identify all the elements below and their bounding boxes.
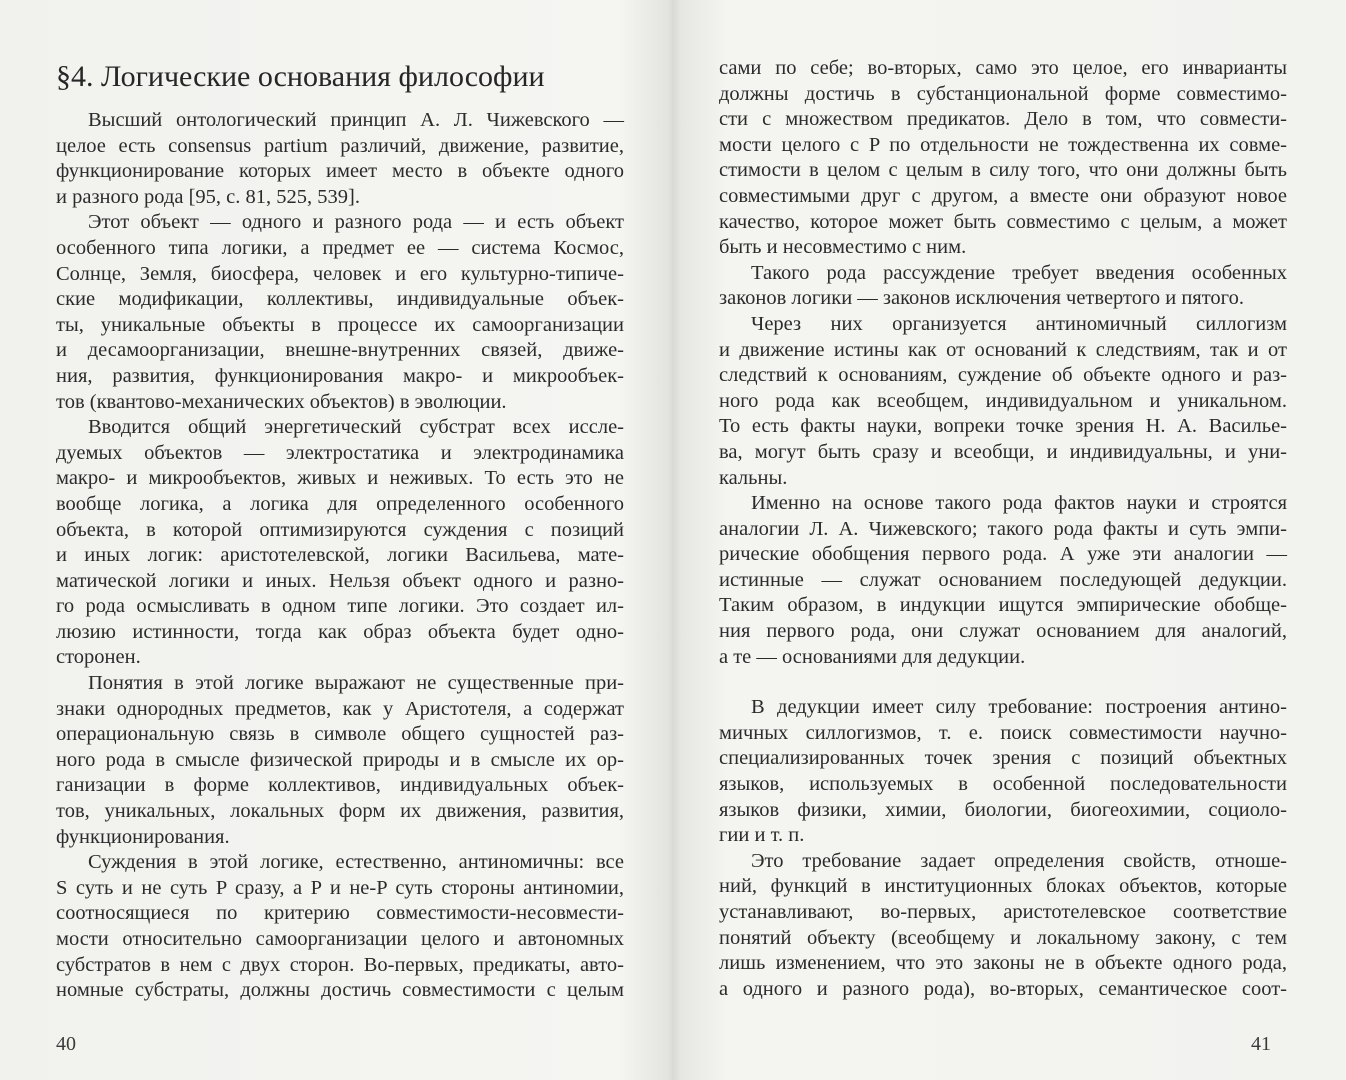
text-line: а одного и разного рода), во-вторых, семантическое соот-: [719, 977, 1287, 1000]
text-line: Именно на основе такого рода фактов науки и строятся: [751, 492, 1287, 515]
paragraph: [719, 695, 1287, 849]
text-line: объекта, в которой оптимизируются суждения с позиций: [56, 518, 624, 541]
text-line: тов, уникальных, локальных форм их движения, развития,: [56, 800, 624, 823]
text-line: мости целого с P по отдельности не тождественна их совме-: [719, 133, 1287, 156]
text-line: ганизации в форме коллективов, индивидуальных объек-: [56, 774, 624, 797]
text-line: Суждения в этой логике, естественно, антиномичны: все: [88, 851, 624, 874]
text-line: Этот объект — одного и разного рода — и есть объект: [88, 211, 624, 234]
text-line: Понятия в этой логике выражают не существенные при-: [88, 672, 624, 695]
text-line: специализированных точек зрения с позиций объектных: [719, 747, 1287, 770]
text-line: го рода осмысливать в одном типе логики. Это создает ил-: [56, 595, 624, 618]
text-line: особенного типа логики, а предмет ее — система Космос,: [56, 236, 624, 259]
text-line: лишь изменением, что это законы не в объекте одного рода,: [719, 952, 1287, 975]
text-line: дуемых объектов — электростатика и электродинамика: [56, 441, 624, 464]
text-line: следствий к основаниям, суждение об объекте одного и раз-: [719, 364, 1287, 387]
text-line: и иных логик: аристотелевской, логики Васильева, мате-: [56, 544, 624, 567]
text-line: ния первого рода, они служат основанием для аналогий,: [719, 620, 1287, 643]
text-line: ний, функций в институционных блоках объектов, которые: [719, 875, 1287, 898]
text-line: сти с множеством предикатов. Дело в том, что совмести-: [719, 108, 1287, 131]
text-line: гии и т. п.: [719, 824, 805, 847]
text-line: аналогии Л. А. Чижевского; такого рода факты и суть эмпи-: [719, 517, 1287, 540]
text-line: Такого рода рассуждение требует введения особенных: [751, 261, 1287, 284]
text-line: стимости в целом с целым в силу того, что они должны быть: [719, 159, 1287, 182]
paragraph: [56, 850, 624, 1004]
text-line: качество, которое может быть совместимо с целым, а может: [719, 210, 1287, 233]
text-line: истинные — служат основанием последующей дедукции.: [719, 568, 1287, 591]
paragraph: [56, 108, 624, 210]
text-line: Вводится общий энергетический субстрат всех иссле-: [88, 416, 624, 439]
text-line: тов (квантово-механических объектов) в эволюции.: [56, 390, 507, 413]
left-text-block: [56, 58, 624, 1004]
text-line: сторонен.: [56, 646, 141, 669]
text-line: языков, используемых в особенной последовательности: [719, 773, 1287, 796]
page-number: 40: [56, 1033, 76, 1055]
text-line: законов логики — законов исключения четвертого и пятого.: [719, 287, 1244, 310]
text-line: понятий объекту (всеобщему и локальному закону, с тем: [719, 926, 1287, 949]
text-line: знаки однородных предметов, как у Аристотеля, а содержат: [56, 697, 624, 720]
text-line: То есть факты науки, вопреки точке зрения Н. А. Василье-: [719, 415, 1287, 438]
right-text-block: [719, 56, 1287, 1002]
text-line: устанавливают, во-первых, аристотелевское соответствие: [719, 901, 1287, 923]
text-line: люзию истинности, тогда как образ объекта будет одно-: [56, 620, 624, 643]
text-line: ва, могут быть сразу и всеобщи, и индивидуальны, и уни-: [719, 440, 1287, 463]
text-line: матической логики и иных. Нельзя объект одного и разно-: [56, 569, 624, 592]
text-line: Солнце, Земля, биосфера, человек и его культурно-типиче-: [56, 262, 624, 285]
text-line: функционирование которых имеет место в объекте одного: [56, 160, 624, 183]
text-line: операциональную связь в символе общего сущностей раз-: [56, 723, 624, 746]
text-line: S суть и не суть P сразу, а P и не-P суть стороны антиномии,: [56, 876, 624, 899]
text-line: должны достичь в субстанциональной форме совместимо-: [719, 82, 1287, 105]
right-page: [673, 0, 1346, 1080]
text-line: кальны.: [719, 466, 788, 489]
text-line: функционирования.: [56, 825, 230, 848]
paragraph: [719, 312, 1287, 491]
text-line: ного рода в смысле физической природы и в смысле их ор-: [56, 748, 624, 771]
text-line: языков физики, химии, биологии, биогеохимии, социоло-: [719, 798, 1287, 821]
text-line: целое есть consensus partium различий, движение, развитие,: [56, 134, 624, 157]
text-line: номные субстраты, должны достичь совместимости с целым: [56, 979, 624, 1002]
paragraph: [719, 491, 1287, 670]
text-line: а те — основаниями для дедукции.: [719, 645, 1026, 668]
text-line: быть и несовместимо с ним.: [719, 236, 967, 259]
section-heading: §4. Логические основания философии: [56, 60, 545, 93]
text-line: сами по себе; во-вторых, само это целое, его инварианты: [719, 57, 1287, 79]
paragraph: [719, 261, 1287, 312]
text-line: рические обобщения первого рода. А уже эти аналогии —: [719, 543, 1287, 566]
text-line: ного рода как всеобщем, индивидуальном и уникальном.: [719, 389, 1287, 412]
text-line: ты, уникальные объекты в процессе их самоорганизации: [56, 313, 624, 336]
text-line: и десамоорганизации, внешне-внутренних связей, движе-: [56, 339, 624, 362]
paragraph: [719, 56, 1287, 261]
text-line: вообще логика, а логика для определенного особенного: [56, 492, 624, 515]
text-line: макро- и микрообъектов, живых и неживых. То есть это не: [56, 467, 624, 490]
text-line: мости относительно самоорганизации целого и автономных: [56, 928, 624, 950]
text-line: мичных силлогизмов, т. е. поиск совместимости научно-: [719, 721, 1287, 744]
text-line: соотносящиеся по критерию совместимости-несовмести-: [56, 902, 624, 925]
text-line: совместимыми друг с другом, а вместе они образуют новое: [719, 184, 1287, 207]
paragraph: [56, 210, 624, 415]
paragraph: [56, 415, 624, 671]
text-line: Это требование задает определения свойств, отноше-: [751, 849, 1287, 872]
text-line: В дедукции имеет силу требование: построения антино-: [751, 696, 1287, 719]
text-line: и движение истины как от оснований к следствиям, так и от: [719, 338, 1287, 361]
page-number: 41: [1251, 1033, 1271, 1055]
text-line: Через них организуется антиномичный силлогизм: [751, 312, 1287, 335]
paragraph: [56, 671, 624, 850]
paragraph: [719, 849, 1287, 1003]
text-line: Высший онтологический принцип А. Л. Чижевского —: [88, 109, 624, 131]
text-line: ские модификации, коллективы, индивидуальные объек-: [56, 288, 624, 311]
text-line: субстратов в нем с двух сторон. Во-первых, предикаты, авто-: [56, 953, 624, 976]
text-line: Таким образом, в индукции ищутся эмпирические обобще-: [719, 594, 1287, 617]
text-line: и разного рода [95, с. 81, 525, 539].: [56, 185, 360, 208]
text-line: ния, развития, функционирования макро- и микрообъек-: [56, 364, 624, 387]
paragraph-gap: [719, 670, 1287, 695]
